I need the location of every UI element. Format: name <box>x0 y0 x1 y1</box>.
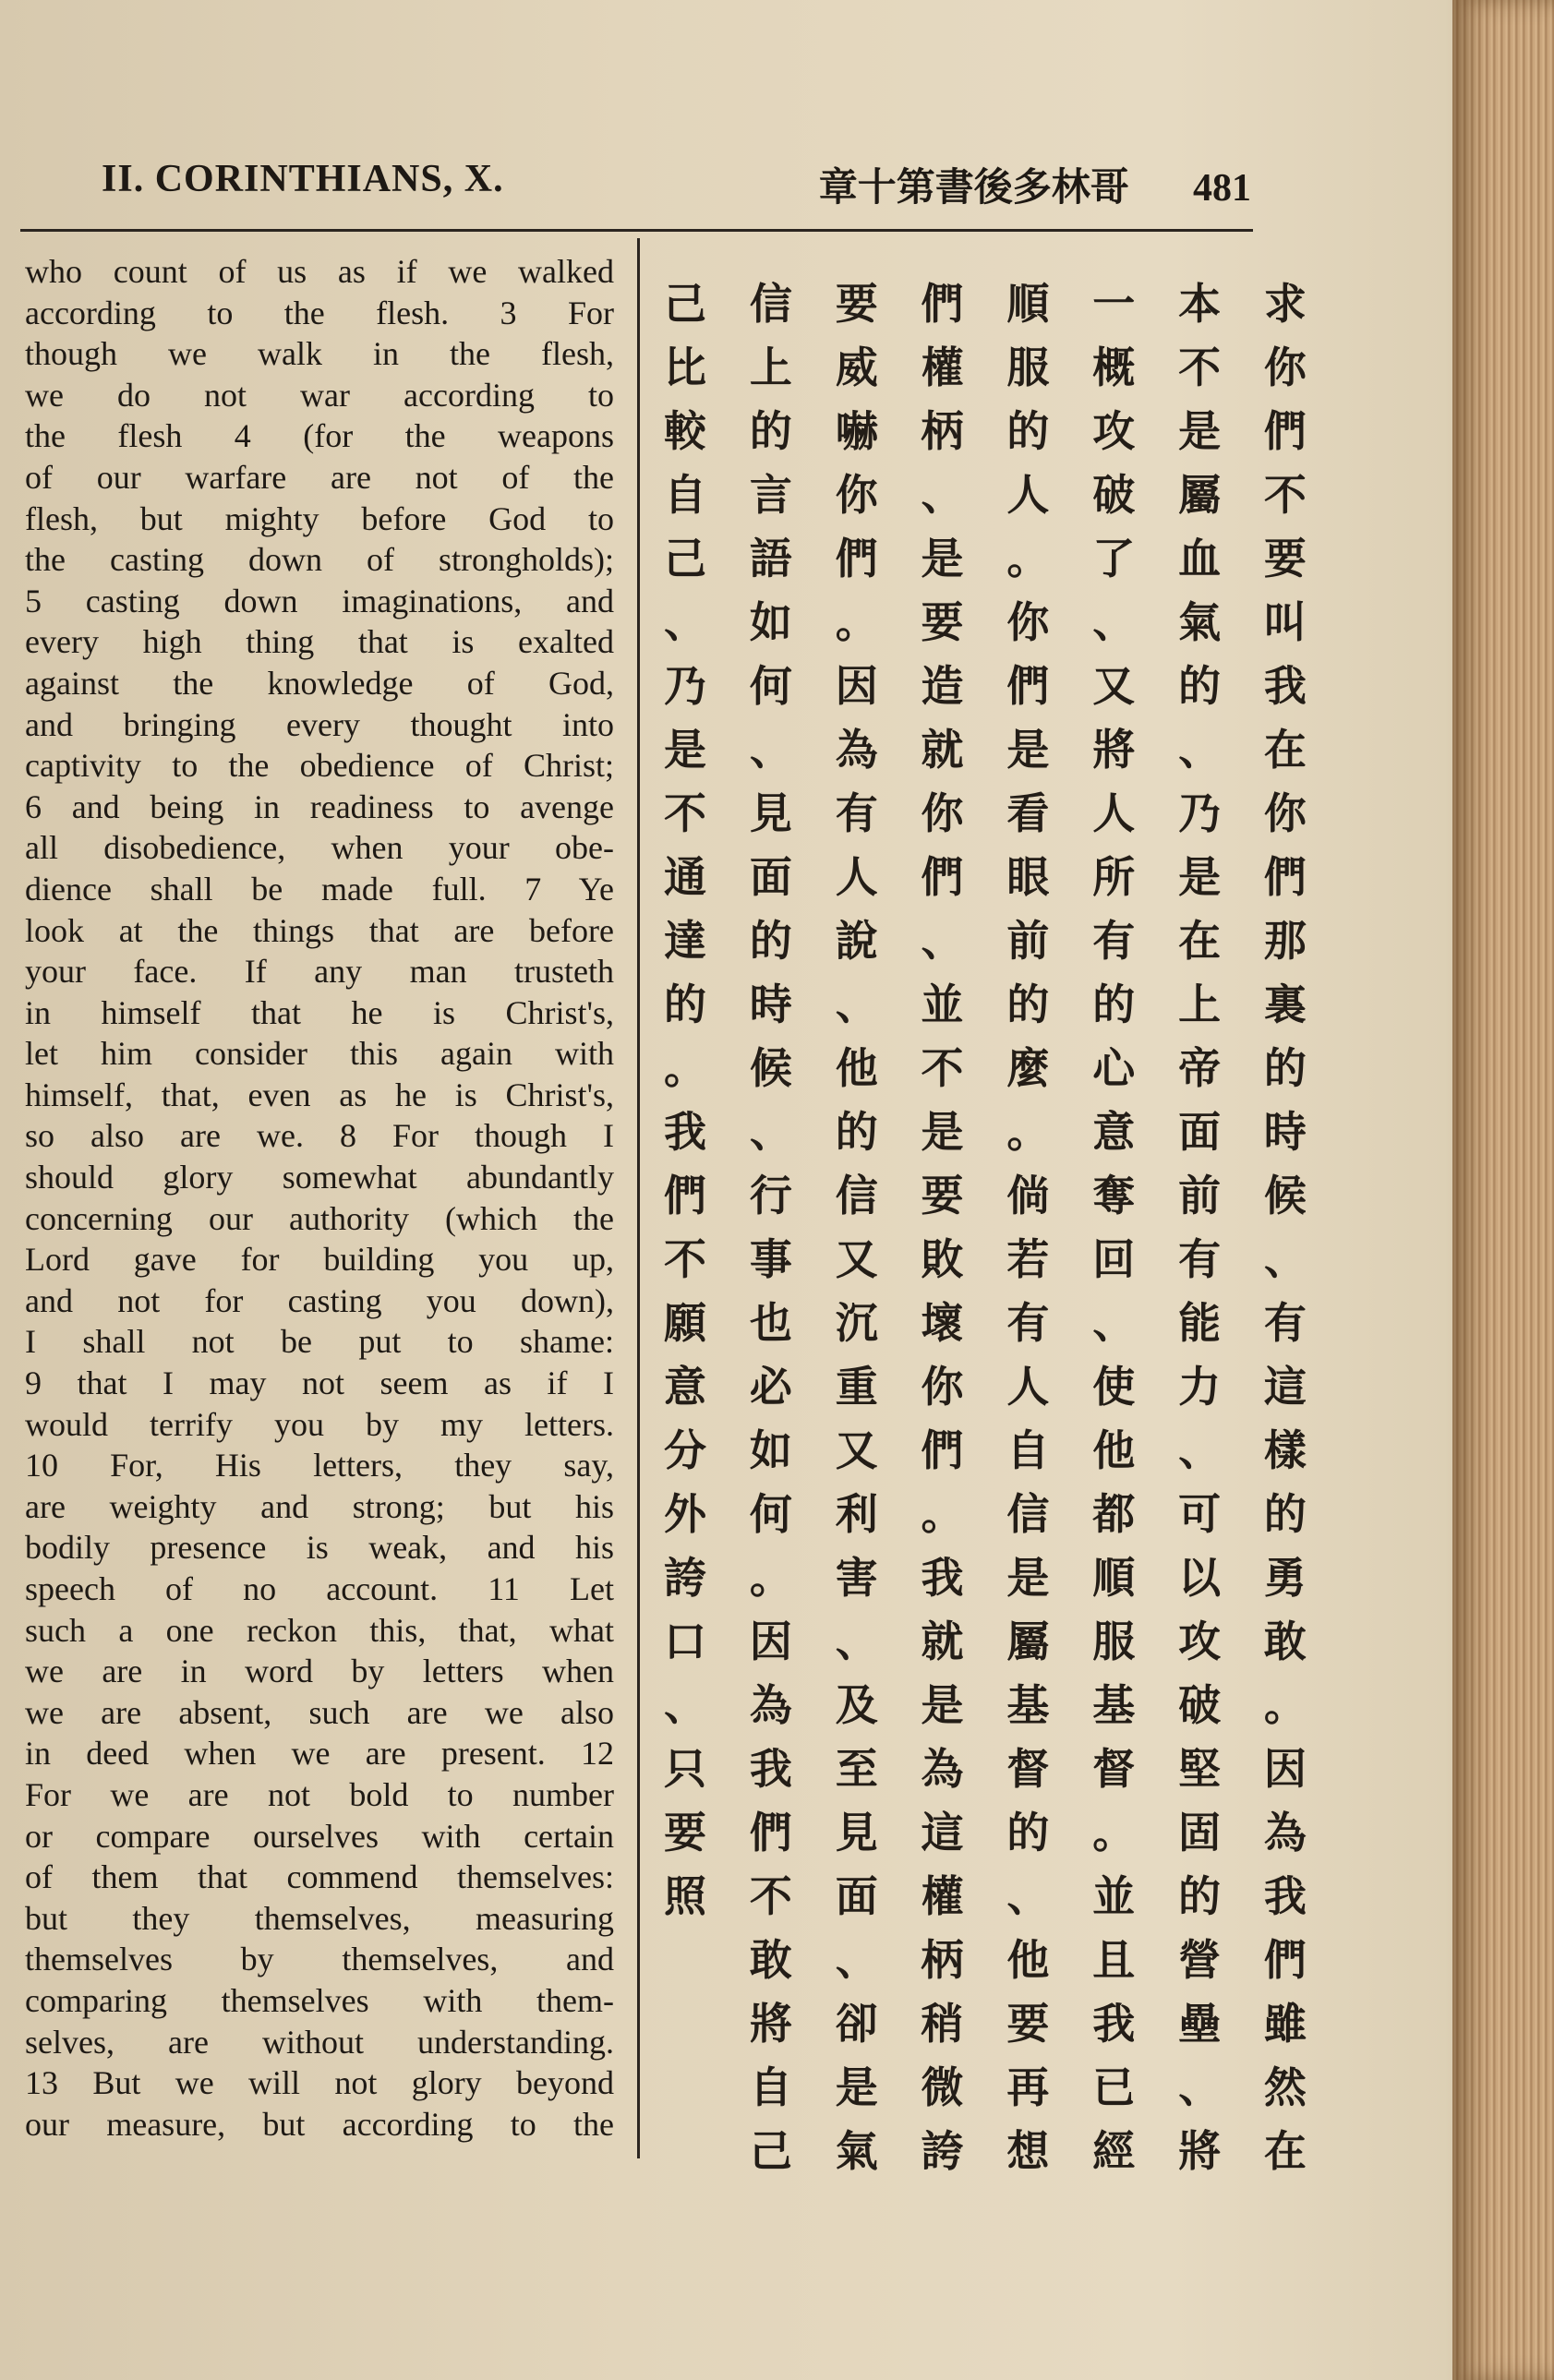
chinese-glyph: 上 <box>1178 980 1222 1029</box>
chinese-glyph: 不 <box>664 1234 706 1284</box>
chinese-glyph: 誇 <box>921 2126 964 2176</box>
chinese-glyph: 然 <box>1263 2062 1307 2112</box>
chinese-glyph: 的 <box>664 980 706 1029</box>
chinese-glyph: 願 <box>664 1298 706 1348</box>
chinese-glyph: 要 <box>1006 1999 1050 2049</box>
chinese-column-area <box>657 272 1313 2188</box>
chinese-glyph: 帝 <box>1178 1043 1222 1093</box>
chinese-glyph: 事 <box>749 1234 792 1284</box>
chinese-glyph: 稍 <box>921 1999 964 2049</box>
chinese-glyph: 嚇 <box>835 406 878 456</box>
chinese-glyph: 乃 <box>664 661 706 711</box>
chinese-glyph: 、 <box>1178 2062 1222 2112</box>
chinese-glyph: 勇 <box>1263 1553 1307 1603</box>
chinese-glyph: 何 <box>749 661 792 711</box>
chinese-glyph: 氣 <box>1178 597 1222 647</box>
chinese-glyph: 卻 <box>835 1999 878 2049</box>
chinese-glyph: 求 <box>1263 279 1307 329</box>
chinese-title: 章十第書後多林哥 <box>818 164 1129 210</box>
chinese-glyph: 。 <box>921 1489 964 1539</box>
chinese-glyph: 外 <box>664 1489 706 1539</box>
chinese-glyph: 如 <box>749 1425 792 1475</box>
english-line: dience shall be made full. 7 Ye <box>25 870 614 908</box>
chinese-glyph: 並 <box>921 980 964 1029</box>
chinese-glyph: 是 <box>921 534 964 583</box>
english-line: though we walk in the flesh, <box>25 335 614 373</box>
chinese-glyph: 是 <box>1178 852 1222 902</box>
chinese-glyph: 敢 <box>749 1935 792 1985</box>
chinese-column <box>915 272 970 2188</box>
english-line: selves, are without understanding. <box>25 2023 614 2061</box>
chinese-glyph: 雖 <box>1263 1999 1307 2049</box>
english-line: 13 But we will not glory beyond <box>25 2064 614 2102</box>
chinese-glyph: 我 <box>1263 1871 1307 1921</box>
english-line: so also are we. 8 For though I <box>25 1117 614 1155</box>
english-line: our measure, but according to the <box>25 2105 614 2143</box>
chinese-glyph: 、 <box>1178 725 1222 775</box>
chinese-glyph: 語 <box>749 534 792 583</box>
chinese-glyph: 的 <box>1263 1489 1307 1539</box>
chinese-glyph: 、 <box>1092 1298 1136 1348</box>
chinese-glyph: 眼 <box>1006 852 1050 902</box>
chinese-glyph: 營 <box>1178 1935 1222 1985</box>
chinese-glyph: 的 <box>1178 661 1222 711</box>
chinese-glyph: 必 <box>749 1362 792 1412</box>
chinese-glyph: 可 <box>1178 1489 1222 1539</box>
chinese-glyph: 較 <box>664 406 706 456</box>
page-edges <box>1452 0 1554 2380</box>
chinese-glyph: 信 <box>749 279 792 329</box>
chinese-glyph: 、 <box>749 725 792 775</box>
chinese-glyph: 照 <box>664 1871 706 1921</box>
english-line: we are in word by letters when <box>25 1653 614 1690</box>
chinese-glyph: 至 <box>835 1744 878 1794</box>
chinese-glyph: 我 <box>749 1744 792 1794</box>
chinese-glyph: 又 <box>835 1234 878 1284</box>
chinese-glyph: 們 <box>921 1425 964 1475</box>
chinese-glyph: 的 <box>835 1107 878 1157</box>
chinese-glyph: 因 <box>749 1617 792 1666</box>
chinese-glyph: 麼 <box>1006 1043 1050 1093</box>
chinese-glyph: 們 <box>749 1808 792 1857</box>
english-line: against the knowledge of God, <box>25 664 614 702</box>
english-line: in deed when we are present. 12 <box>25 1735 614 1773</box>
chinese-glyph: 沉 <box>835 1298 878 1348</box>
english-line: of our warfare are not of the <box>25 458 614 496</box>
chinese-glyph: 你 <box>921 788 964 838</box>
chinese-glyph: 那 <box>1263 916 1307 966</box>
chinese-glyph: 柄 <box>921 1935 964 1985</box>
chinese-glyph: 有 <box>1263 1298 1307 1348</box>
chinese-glyph: 為 <box>835 725 878 775</box>
chinese-column <box>1086 272 1141 2188</box>
chinese-glyph: 的 <box>1006 406 1050 456</box>
chinese-glyph: 造 <box>921 661 964 711</box>
column-divider <box>637 238 640 2158</box>
chinese-glyph: 壘 <box>1178 1999 1222 2049</box>
chinese-glyph: 自 <box>1006 1425 1050 1475</box>
chinese-glyph: 順 <box>1006 279 1050 329</box>
chinese-glyph: 裏 <box>1263 980 1307 1029</box>
chinese-glyph: 的 <box>1263 1043 1307 1093</box>
chinese-glyph: 堅 <box>1178 1744 1222 1794</box>
chinese-glyph: 們 <box>664 1171 706 1220</box>
chinese-glyph: 前 <box>1006 916 1050 966</box>
chinese-glyph: 權 <box>921 343 964 392</box>
chinese-glyph: 就 <box>921 725 964 775</box>
english-line: such a one reckon this, that, what <box>25 1611 614 1649</box>
chinese-glyph: 的 <box>749 916 792 966</box>
chinese-glyph: 們 <box>1263 852 1307 902</box>
chinese-glyph: 口 <box>664 1617 706 1666</box>
english-line: himself, that, even as he is Christ's, <box>25 1076 614 1113</box>
english-line: bodily presence is weak, and his <box>25 1529 614 1567</box>
chinese-glyph: 人 <box>1006 1362 1050 1412</box>
chinese-glyph: 的 <box>1006 980 1050 1029</box>
chinese-glyph: 血 <box>1178 534 1222 583</box>
chinese-glyph: 順 <box>1092 1553 1136 1603</box>
english-line: let him consider this again with <box>25 1035 614 1073</box>
chinese-glyph: 將 <box>749 1999 792 2049</box>
chinese-glyph: 不 <box>1178 343 1222 392</box>
chinese-glyph: 、 <box>1092 597 1136 647</box>
chinese-glyph: 上 <box>749 343 792 392</box>
chinese-glyph: 人 <box>1092 788 1136 838</box>
english-line: we are absent, such are we also <box>25 1693 614 1731</box>
chinese-glyph: 、 <box>921 916 964 966</box>
chinese-glyph: 己 <box>664 534 706 583</box>
chinese-glyph: 我 <box>664 1107 706 1157</box>
chinese-glyph: 以 <box>1178 1553 1222 1603</box>
chinese-glyph: 、 <box>664 1680 706 1730</box>
chinese-glyph: 是 <box>921 1680 964 1730</box>
chinese-glyph: 督 <box>1006 1744 1050 1794</box>
chinese-glyph: 、 <box>1263 1234 1307 1284</box>
chinese-column <box>1000 272 1055 2188</box>
chinese-glyph: 。 <box>1006 1107 1050 1157</box>
chinese-glyph: 心 <box>1092 1043 1136 1093</box>
chinese-glyph: 你 <box>1006 597 1050 647</box>
chinese-glyph: 及 <box>835 1680 878 1730</box>
chinese-glyph: 已 <box>1092 2062 1136 2112</box>
chinese-glyph: 要 <box>921 1171 964 1220</box>
chinese-glyph: 為 <box>1263 1808 1307 1857</box>
chinese-glyph: 候 <box>749 1043 792 1093</box>
chinese-glyph: 你 <box>835 470 878 520</box>
english-line: who count of us as if we walked <box>25 253 614 290</box>
chinese-glyph: 看 <box>1006 788 1050 838</box>
chinese-glyph: 力 <box>1178 1362 1222 1412</box>
chinese-glyph: 再 <box>1006 2062 1050 2112</box>
english-line: would terrify you by my letters. <box>25 1405 614 1443</box>
chinese-glyph: 、 <box>1178 1425 1222 1475</box>
chinese-glyph: 攻 <box>1178 1617 1222 1666</box>
chinese-glyph: 並 <box>1092 1871 1136 1921</box>
english-line: should glory somewhat abundantly <box>25 1159 614 1196</box>
chinese-glyph: 攻 <box>1092 406 1136 456</box>
chinese-glyph: 不 <box>921 1043 964 1093</box>
chinese-glyph: 。 <box>749 1553 792 1603</box>
chinese-column <box>743 272 799 2188</box>
chinese-glyph: 將 <box>1092 725 1136 775</box>
chinese-glyph: 們 <box>921 852 964 902</box>
chinese-glyph: 就 <box>921 1617 964 1666</box>
chinese-glyph: 、 <box>664 597 706 647</box>
english-column <box>25 251 614 2171</box>
chinese-glyph: 要 <box>921 597 964 647</box>
chinese-glyph: 樣 <box>1263 1425 1307 1475</box>
english-line: captivity to the obedience of Christ; <box>25 747 614 785</box>
chinese-glyph: 微 <box>921 2062 964 2112</box>
chinese-glyph: 不 <box>664 788 706 838</box>
english-line: your face. If any man trusteth <box>25 953 614 991</box>
chinese-glyph: 我 <box>921 1553 964 1603</box>
chinese-glyph: 因 <box>1263 1744 1307 1794</box>
chinese-glyph: 且 <box>1092 1935 1136 1985</box>
chinese-glyph: 基 <box>1006 1680 1050 1730</box>
chinese-glyph: 自 <box>749 2062 792 2112</box>
english-line: flesh, but mighty before God to <box>25 499 614 537</box>
chinese-glyph: 因 <box>835 661 878 711</box>
chinese-glyph: 有 <box>1006 1298 1050 1348</box>
chinese-glyph: 服 <box>1092 1617 1136 1666</box>
chinese-glyph: 達 <box>664 916 706 966</box>
chinese-glyph: 己 <box>664 279 706 329</box>
chinese-glyph: 要 <box>835 279 878 329</box>
english-line: in himself that he is Christ's, <box>25 993 614 1031</box>
chinese-glyph: 他 <box>835 1043 878 1093</box>
chinese-glyph: 要 <box>1263 534 1307 583</box>
chinese-glyph: 督 <box>1092 1744 1136 1794</box>
chinese-glyph: 屬 <box>1178 470 1222 520</box>
chinese-glyph: 們 <box>1263 406 1307 456</box>
chinese-glyph: 所 <box>1092 852 1136 902</box>
chinese-glyph: 要 <box>664 1808 706 1857</box>
chinese-glyph: 一 <box>1092 279 1136 329</box>
chinese-glyph: 他 <box>1006 1935 1050 1985</box>
chinese-glyph: 經 <box>1092 2126 1136 2176</box>
chinese-glyph: 為 <box>921 1744 964 1794</box>
chinese-glyph: 有 <box>1092 916 1136 966</box>
english-line: themselves by themselves, and <box>25 1941 614 1978</box>
chinese-glyph: 。 <box>1263 1680 1307 1730</box>
chinese-glyph: 本 <box>1178 279 1222 329</box>
chinese-glyph: 又 <box>835 1425 878 1475</box>
chinese-glyph: 的 <box>1178 1871 1222 1921</box>
english-line: every high thing that is exalted <box>25 623 614 661</box>
chinese-glyph: 屬 <box>1006 1617 1050 1666</box>
chinese-glyph: 害 <box>835 1553 878 1603</box>
chinese-glyph: 說 <box>835 916 878 966</box>
chinese-glyph: 將 <box>1178 2126 1222 2176</box>
chinese-glyph: 、 <box>835 980 878 1029</box>
chinese-glyph: 壞 <box>921 1298 964 1348</box>
chinese-glyph: 使 <box>1092 1362 1136 1412</box>
chinese-glyph: 行 <box>749 1171 792 1220</box>
chinese-glyph: 。 <box>1006 534 1050 583</box>
chinese-glyph: 又 <box>1092 661 1136 711</box>
chinese-glyph: 通 <box>664 852 706 902</box>
chinese-glyph: 在 <box>1178 916 1222 966</box>
chinese-glyph: 服 <box>1006 343 1050 392</box>
chinese-glyph: 、 <box>835 1617 878 1666</box>
chinese-glyph: 不 <box>1263 470 1307 520</box>
english-line: all disobedience, when your obe- <box>25 829 614 867</box>
english-line: are weighty and strong; but his <box>25 1487 614 1525</box>
page-header-chinese <box>771 157 1251 210</box>
chinese-glyph: 分 <box>664 1425 706 1475</box>
chinese-glyph: 威 <box>835 343 878 392</box>
chinese-glyph: 是 <box>664 725 706 775</box>
chinese-glyph: 候 <box>1263 1171 1307 1220</box>
chinese-glyph: 己 <box>749 2126 792 2176</box>
chinese-column <box>657 272 713 2188</box>
chinese-glyph: 乃 <box>1178 788 1222 838</box>
english-line: 5 casting down imaginations, and <box>25 582 614 619</box>
chinese-glyph: 破 <box>1092 470 1136 520</box>
english-line: of them that commend themselves: <box>25 1858 614 1896</box>
chinese-glyph: 奪 <box>1092 1171 1136 1220</box>
chinese-glyph: 我 <box>1263 661 1307 711</box>
chinese-glyph: 柄 <box>921 406 964 456</box>
chinese-glyph: 你 <box>1263 343 1307 392</box>
chinese-glyph: 破 <box>1178 1680 1222 1730</box>
chinese-glyph: 信 <box>835 1171 878 1220</box>
english-line: comparing themselves with them- <box>25 1981 614 2019</box>
chinese-glyph: 不 <box>749 1871 792 1921</box>
chinese-glyph: 這 <box>921 1808 964 1857</box>
english-line: speech of no account. 11 Let <box>25 1570 614 1607</box>
chinese-glyph: 基 <box>1092 1680 1136 1730</box>
chinese-glyph: 們 <box>835 534 878 583</box>
english-line: I shall not be put to shame: <box>25 1323 614 1361</box>
english-line: the flesh 4 (for the weapons <box>25 417 614 455</box>
chinese-glyph: 重 <box>835 1362 878 1412</box>
chinese-glyph: 固 <box>1178 1808 1222 1857</box>
chinese-glyph: 回 <box>1092 1234 1136 1284</box>
english-line: or compare ourselves with certain <box>25 1817 614 1855</box>
chinese-glyph: 時 <box>749 980 792 1029</box>
chinese-glyph: 在 <box>1263 725 1307 775</box>
chinese-glyph: 人 <box>1006 470 1050 520</box>
chinese-glyph: 前 <box>1178 1171 1222 1220</box>
english-line: and bringing every thought into <box>25 705 614 743</box>
chinese-glyph: 。 <box>664 1043 706 1093</box>
chinese-glyph: 了 <box>1092 534 1136 583</box>
chinese-glyph: 。 <box>835 597 878 647</box>
page-header-english: II. CORINTHIANS, X. <box>102 158 504 200</box>
chinese-glyph: 的 <box>1006 1808 1050 1857</box>
chinese-glyph: 利 <box>835 1489 878 1539</box>
chinese-glyph: 叫 <box>1263 597 1307 647</box>
chinese-column <box>829 272 885 2188</box>
chinese-glyph: 只 <box>664 1744 706 1794</box>
chinese-glyph: 為 <box>749 1680 792 1730</box>
english-line: concerning our authority (which the <box>25 1199 614 1237</box>
chinese-glyph: 都 <box>1092 1489 1136 1539</box>
chinese-glyph: 我 <box>1092 1999 1136 2049</box>
chinese-glyph: 、 <box>835 1935 878 1985</box>
chinese-glyph: 在 <box>1263 2126 1307 2176</box>
chinese-glyph: 意 <box>1092 1107 1136 1157</box>
english-line: look at the things that are before <box>25 911 614 949</box>
chinese-glyph: 們 <box>1006 661 1050 711</box>
chinese-glyph: 倘 <box>1006 1171 1050 1220</box>
chinese-glyph: 也 <box>749 1298 792 1348</box>
english-line: the casting down of strongholds); <box>25 541 614 579</box>
chinese-glyph: 見 <box>835 1808 878 1857</box>
english-line: we do not war according to <box>25 376 614 414</box>
chinese-glyph: 面 <box>749 852 792 902</box>
chinese-glyph: 人 <box>835 852 878 902</box>
chinese-glyph: 見 <box>749 788 792 838</box>
chinese-glyph: 權 <box>921 1871 964 1921</box>
english-line: and not for casting you down), <box>25 1281 614 1319</box>
chinese-glyph: 是 <box>1006 1553 1050 1603</box>
chinese-glyph: 他 <box>1092 1425 1136 1475</box>
english-line: 10 For, His letters, they say, <box>25 1447 614 1484</box>
chinese-glyph: 的 <box>1092 980 1136 1029</box>
chinese-glyph: 敗 <box>921 1234 964 1284</box>
chinese-glyph: 、 <box>1006 1871 1050 1921</box>
chinese-glyph: 面 <box>835 1871 878 1921</box>
header-rule <box>20 229 1253 232</box>
page-number: 481 <box>1193 167 1251 210</box>
english-line: 6 and being in readiness to avenge <box>25 787 614 825</box>
chinese-glyph: 能 <box>1178 1298 1222 1348</box>
chinese-glyph: 、 <box>749 1107 792 1157</box>
chinese-glyph: 的 <box>749 406 792 456</box>
chinese-glyph: 信 <box>1006 1489 1050 1539</box>
chinese-glyph: 何 <box>749 1489 792 1539</box>
chinese-glyph: 你 <box>1263 788 1307 838</box>
chinese-glyph: 、 <box>921 470 964 520</box>
chinese-glyph: 有 <box>835 788 878 838</box>
chinese-glyph: 意 <box>664 1362 706 1412</box>
chinese-glyph: 你 <box>921 1362 964 1412</box>
english-line: Lord gave for building you up, <box>25 1241 614 1279</box>
chinese-glyph: 面 <box>1178 1107 1222 1157</box>
english-line: but they themselves, measuring <box>25 1899 614 1937</box>
chinese-glyph: 是 <box>1006 725 1050 775</box>
chinese-glyph: 是 <box>1178 406 1222 456</box>
chinese-glyph: 自 <box>664 470 706 520</box>
chinese-glyph: 想 <box>1006 2126 1050 2176</box>
english-line: according to the flesh. 3 For <box>25 294 614 331</box>
chinese-glyph: 們 <box>921 279 964 329</box>
english-line: For we are not bold to number <box>25 1775 614 1813</box>
chinese-glyph: 如 <box>749 597 792 647</box>
chinese-glyph: 敢 <box>1263 1617 1307 1666</box>
chinese-glyph: 氣 <box>835 2126 878 2176</box>
chinese-glyph: 比 <box>664 343 706 392</box>
english-line: 9 that I may not seem as if I <box>25 1364 614 1402</box>
chinese-glyph: 時 <box>1263 1107 1307 1157</box>
chinese-glyph: 言 <box>749 470 792 520</box>
chinese-column <box>1258 272 1313 2188</box>
chinese-glyph: 是 <box>835 2062 878 2112</box>
chinese-glyph: 有 <box>1178 1234 1222 1284</box>
chinese-glyph: 們 <box>1263 1935 1307 1985</box>
chinese-glyph: 誇 <box>664 1553 706 1603</box>
chinese-glyph: 是 <box>921 1107 964 1157</box>
chinese-glyph: 概 <box>1092 343 1136 392</box>
chinese-column <box>1172 272 1227 2188</box>
chinese-glyph: 。 <box>1092 1808 1136 1857</box>
chinese-glyph: 這 <box>1263 1362 1307 1412</box>
chinese-glyph: 若 <box>1006 1234 1050 1284</box>
